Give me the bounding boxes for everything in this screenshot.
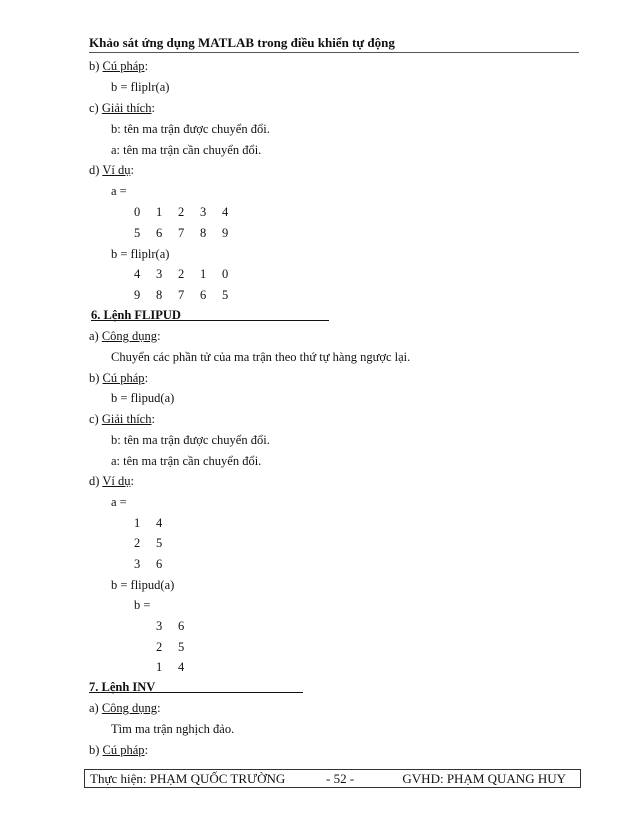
syntax-heading: b) Cú pháp: — [89, 743, 149, 757]
explain-b: b: tên ma trận được chuyển đổi. — [111, 433, 270, 447]
matrix-b-label: b = — [134, 598, 151, 612]
usage-heading: a) Công dụng: — [89, 329, 161, 343]
matrix-b-label: b = fliplr(a) — [111, 247, 170, 261]
explain-a: a: tên ma trận cần chuyển đổi. — [111, 454, 262, 468]
footer-author: Thực hiện: PHẠM QUỐC TRƯỜNG — [90, 771, 286, 786]
page-number: - 52 - — [326, 771, 355, 786]
matrix-a-label: a = — [111, 495, 127, 509]
syntax-code: b = fliplr(a) — [111, 80, 170, 94]
explain-a: a: tên ma trận cần chuyển đổi. — [111, 143, 262, 157]
syntax-code: b = flipud(a) — [111, 391, 175, 405]
section-heading-flipud: 6. Lệnh FLIPUD — [91, 308, 181, 322]
usage-heading: a) Công dụng: — [89, 701, 161, 715]
usage-text: Tìm ma trận nghịch đảo. — [111, 722, 235, 736]
explain-b: b: tên ma trận được chuyển đổi. — [111, 122, 270, 136]
explain-heading: c) Giải thích: — [89, 101, 155, 115]
example-heading: d) Ví dụ: — [89, 163, 134, 177]
heading-underline — [91, 320, 329, 321]
syntax-heading: b) Cú pháp: — [89, 371, 149, 385]
heading-underline — [89, 692, 303, 693]
section-heading-inv: 7. Lệnh INV — [89, 680, 156, 694]
usage-text: Chuyển các phần tử của ma trận theo thứ tự hàng ngược lại. — [111, 350, 411, 364]
matrix-a-label: a = — [111, 184, 127, 198]
page-footer — [84, 769, 581, 788]
example-heading: d) Ví dụ: — [89, 474, 134, 488]
page-header: Khảo sát ứng dụng MATLAB trong điều khiển tự động — [89, 35, 579, 53]
syntax-heading: b) Cú pháp: — [89, 59, 149, 73]
footer-supervisor: GVHD: PHẠM QUANG HUY — [402, 771, 566, 786]
matrix-b-command: b = flipud(a) — [111, 578, 175, 592]
explain-heading: c) Giải thích: — [89, 412, 155, 426]
